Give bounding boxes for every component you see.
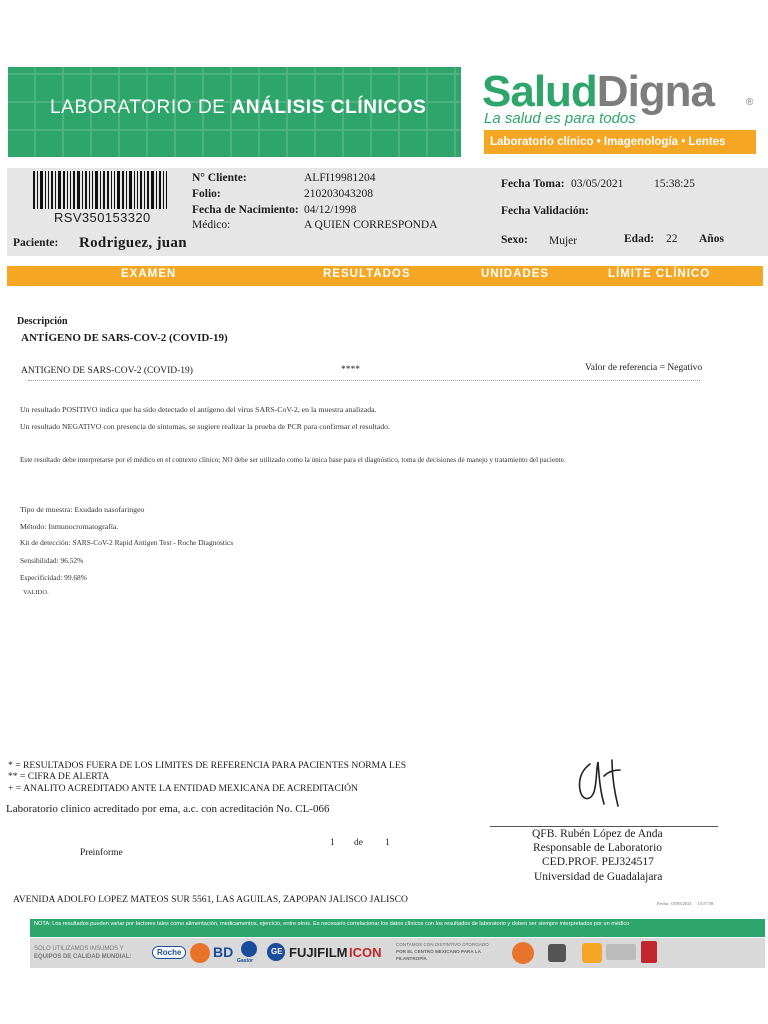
sexo-label: Sexo: (501, 234, 528, 246)
muestra-text: Tipo de muestra: Exudado nasofaringeo (20, 505, 145, 514)
print-stamp (657, 901, 713, 906)
barcode-bar (144, 171, 145, 209)
barcode-bar (70, 171, 71, 209)
cemefi-text-3: FILANTROPÍA (396, 956, 427, 961)
barcode-bar (163, 171, 164, 209)
signer-role: Responsable de Laboratorio (533, 842, 663, 854)
barcode-bar (151, 171, 154, 209)
gastor-logo: Gastor (237, 958, 254, 964)
kit-text: Kit de detección: SARS-CoV-2 Rapid Antigen Test - Roche Diagnostics (20, 538, 234, 547)
medico-value: A QUIEN CORRESPONDA (304, 219, 438, 231)
barcode-bar (122, 171, 124, 209)
barcode-bar (67, 171, 68, 209)
banner-title (50, 97, 426, 119)
especificidad-text: Especificidad: 99.68% (20, 573, 87, 582)
partners-bar (30, 938, 765, 968)
metodo-text: Método: Inmunocromatografía. (20, 522, 119, 531)
legend-line-1: * = RESULTADOS FUERA DE LOS LIMITES DE REFERENCIA PARA PACIENTES NORMA LES (8, 760, 407, 771)
valido-text: VALIDO. (23, 589, 49, 596)
descripcion-label: Descripción (17, 316, 68, 327)
fecha-toma-value: 03/05/2021 (571, 178, 624, 190)
barcode-bar (55, 171, 56, 209)
award-seal-icon (641, 941, 657, 963)
page-current: 1 (330, 838, 335, 848)
legend-line-2: ** = CIFRA DE ALERTA (8, 771, 110, 782)
barcode-bar (85, 171, 87, 209)
banner-title-bold: ANÁLISIS CLÍNICOS (231, 97, 427, 118)
page-of: de (354, 838, 363, 848)
result-separator (28, 380, 700, 381)
nacimiento-label: Fecha de Nacimiento: (192, 204, 299, 216)
test-heading: ANTÍGENO DE SARS-COV-2 (COVID-19) (21, 332, 228, 344)
partners-label-2: EQUIPOS DE CALIDAD MUNDIAL: (34, 954, 132, 960)
quality-seal-icon (582, 943, 602, 963)
icon-logo: ICON (349, 945, 382, 960)
barcode-bar (107, 171, 109, 209)
note-positive: Un resultado POSITIVO indica que ha sido detectado el antígeno del virus SARS-CoV-2, en la muestra analizada. (20, 405, 377, 414)
logo-word-salud: Salud (482, 67, 597, 116)
barcode-bar (147, 171, 149, 209)
nacimiento-value: 04/12/1998 (304, 204, 357, 216)
cemefi-text-1: CONTAMOS CON DISTINTIVO OTORGADO (396, 942, 489, 947)
signer-university: Universidad de Guadalajara (534, 871, 663, 883)
reference-value: Valor de referencia = Negativo (585, 363, 703, 373)
barcode-bar (111, 171, 112, 209)
cemefi-text-2: POR EL CENTRO MEXICANO PARA LA (396, 949, 481, 954)
fecha-validacion-label: Fecha Validación: (501, 205, 589, 217)
folio-value: 210203043208 (304, 188, 373, 200)
print-fecha-value: 03/05/2021 (671, 901, 692, 906)
hora-toma-value: 15:38:25 (654, 178, 695, 190)
barcode-bar (33, 171, 35, 209)
barcode-bar (114, 171, 115, 209)
barcode-number: RSV350153320 (54, 210, 151, 225)
paciente-label: Paciente: (13, 237, 59, 249)
barcode-bar (117, 171, 120, 209)
logo-tagline: La salud es para todos (484, 110, 636, 127)
services-bar: Laboratorio clínico • Imagenología • Lentes (484, 130, 756, 154)
signer-name: QFB. Rubén López de Anda (532, 828, 663, 840)
preinforme-label: Preinforme (80, 848, 123, 858)
page-total: 1 (385, 838, 390, 848)
barcode-bar (166, 171, 167, 209)
certification-seal-icon (548, 944, 566, 962)
column-limite-clinico: LÍMITE CLÍNICO (608, 268, 711, 280)
partners-label-1: SOLO UTILIZAMOS INSUMOS Y (34, 946, 124, 952)
column-examen: EXAMEN (121, 268, 177, 280)
paciente-name: Rodriguez, juan (79, 235, 187, 251)
barcode-bar (45, 171, 46, 209)
quality-seal-2-icon (606, 944, 636, 960)
barcode-bar (95, 171, 98, 209)
barcode (33, 171, 169, 209)
print-fecha-label: Fecha: (657, 901, 669, 906)
barcode-bar (77, 171, 80, 209)
sexo-value: Mujer (549, 235, 578, 247)
barcode-bar (126, 171, 127, 209)
medico-label: Médico: (192, 219, 231, 231)
print-hora-value: 15:57:58 (697, 901, 714, 906)
folio-label: Folio: (192, 188, 221, 200)
note-interpretation: Este resultado debe interpretarse por el médico en el contexto clínico; NO debe ser utilizado como la única base para el diagnóstico, toma de decisiones de manejo y tratamiento del paciente. (20, 456, 566, 464)
barcode-bar (73, 171, 75, 209)
test-result: **** (341, 365, 360, 375)
note-negative: Un resultado NEGATIVO con presencia de síntomas, se sugiere realizar la prueba de PCR para confirmar el resultado. (20, 422, 391, 431)
registered-mark: ® (746, 97, 754, 108)
header-banner (8, 67, 461, 157)
column-unidades: UNIDADES (481, 268, 550, 280)
barcode-bar (48, 171, 49, 209)
logo-word-digna: Digna (596, 67, 715, 116)
results-column-header (7, 266, 763, 286)
sensibilidad-text: Sensibilidad: 96.52% (20, 556, 84, 565)
barcode-bar (63, 171, 65, 209)
barcode-bar (156, 171, 157, 209)
edad-unit: Años (699, 233, 724, 245)
barcode-bar (51, 171, 53, 209)
banner-title-prefix: LABORATORIO DE (50, 97, 232, 118)
signature-line (490, 826, 718, 827)
barcode-bar (89, 171, 90, 209)
barcode-bar (140, 171, 142, 209)
bd-logo: BD (213, 944, 234, 960)
cliente-label: N° Cliente: (192, 172, 247, 184)
barcode-bar (100, 171, 101, 209)
lab-address: AVENIDA ADOLFO LOPEZ MATEOS SUR 5561, LAS AGUILAS, ZAPOPAN JALISCO JALISCO (13, 894, 408, 905)
barcode-bar (129, 171, 132, 209)
test-name: ANTIGENO DE SARS-COV-2 (COVID-19) (21, 366, 193, 376)
signer-cedula: CED.PROF. PEJ324517 (542, 856, 654, 868)
accreditation-text: Laboratorio clínico acreditado por ema, a.c. con acreditación No. CL-066 (6, 803, 330, 815)
cliente-value: ALFI19981204 (304, 172, 376, 184)
fujifilm-logo: FUJIFILM (289, 945, 348, 960)
barcode-bar (137, 171, 138, 209)
legend-line-3: + = ANALITO ACREDITADO ANTE LA ENTIDAD MEXICANA DE ACREDITACIÓN (8, 783, 358, 794)
barcode-bar (40, 171, 43, 209)
barcode-bar (103, 171, 105, 209)
salud-digna-logo (482, 68, 714, 116)
fecha-toma-label: Fecha Toma: (501, 178, 565, 190)
barcode-bar (159, 171, 161, 209)
barcode-bar (37, 171, 38, 209)
esr-seal-icon (512, 942, 534, 964)
signature-image (568, 756, 628, 812)
gastor-mark-icon (241, 941, 257, 957)
barcode-bar (92, 171, 93, 209)
edad-value: 22 (666, 233, 678, 245)
roche-logo: Roche (152, 946, 186, 959)
ge-logo: GE (271, 947, 283, 956)
barcode-bar (58, 171, 61, 209)
column-resultados: RESULTADOS (323, 268, 411, 280)
bd-mark-icon (190, 943, 210, 963)
edad-label: Edad: (624, 233, 655, 245)
nota-bar: NOTA: Los resultados pueden variar por factores tales como alimentación, medicamentos, ejercicio, entre otros. Es necesario correlacionar los datos clínicos con los resultados de laboratorio y deben ser siempre interpretados por un médico (30, 919, 765, 937)
barcode-bar (82, 171, 83, 209)
barcode-bar (134, 171, 135, 209)
